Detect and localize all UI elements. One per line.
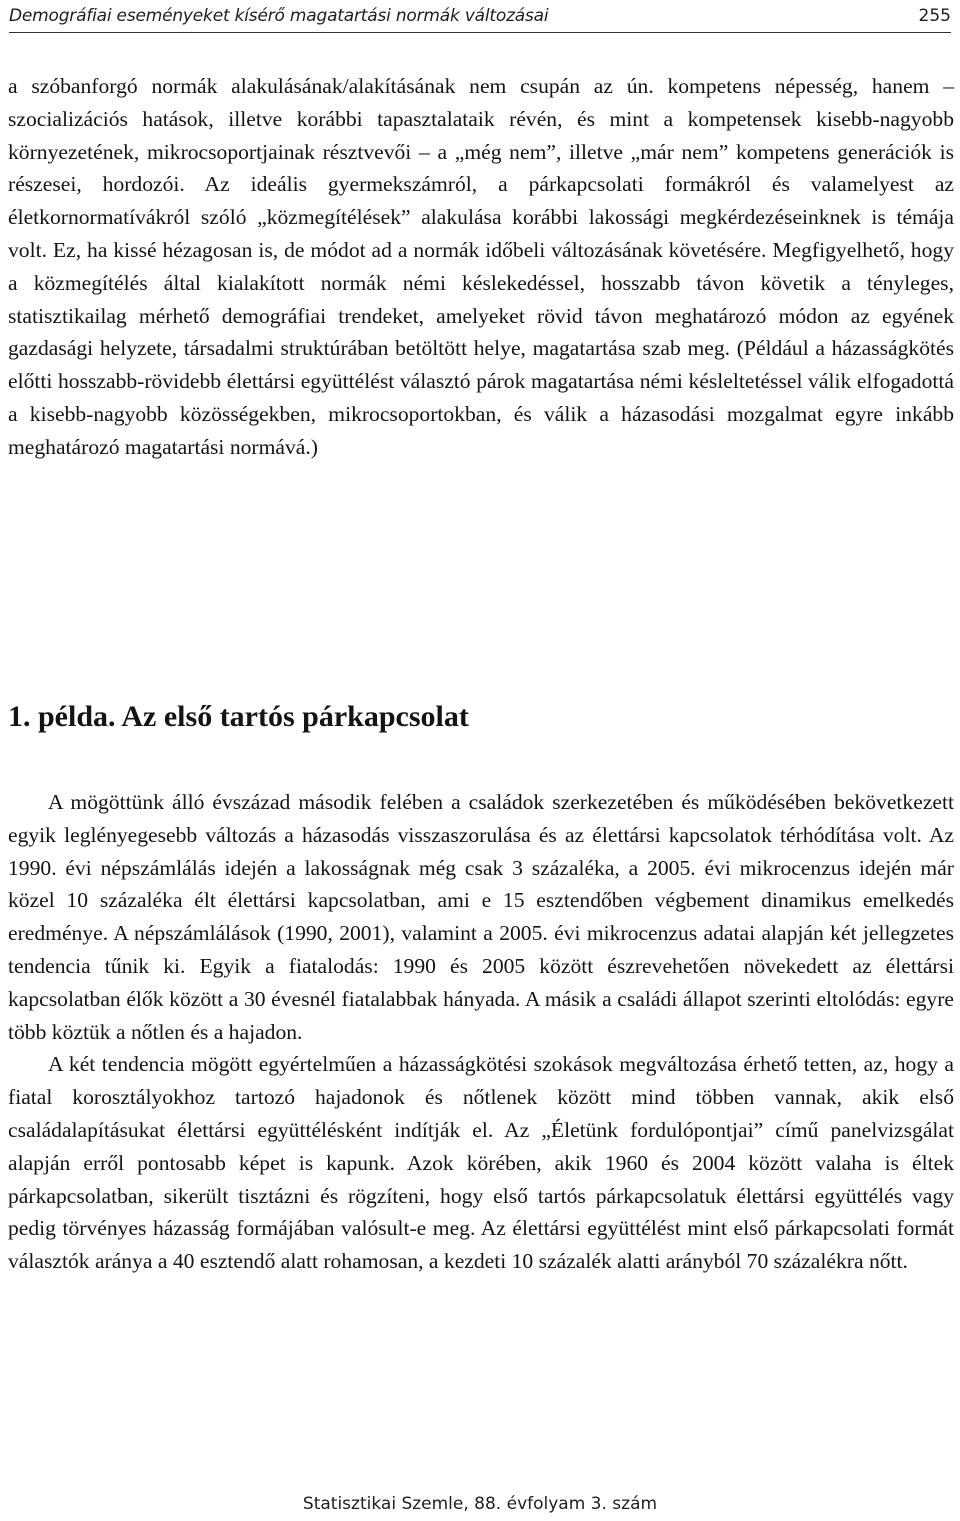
section-label: 1. példa. [8, 700, 116, 733]
section-body [8, 786, 954, 1278]
intro-text-block [8, 70, 954, 464]
intro-paragraph: a szóbanforgó normák alakulásának/alakításának nem csupán az ún. kompetens népesség, hanem – szocializációs hatások, illetve korábbi tapasztalataik révén, és mint a kompetensek kisebb-nagyobb környezetének, mikrocsoportjainak résztvevői – a „még nem”, illetve „már nem” kompetens generációk is részesei, hordozói. Az ideális gyermekszámról, a párkapcsolati formákról és valamelyest az életkornormatívákról szóló „közmegítélések” alakulása korábbi lakossági megkérdezéseinknek is témája volt. Ez, ha kissé hézagosan is, de módot ad a normák időbeli változásának követésére. Megfigyelhető, hogy a közmegítélés által kialakított normák némi késlekedéssel, hosszabb távon követik a tényleges, statisztikailag mérhető demográfiai trendeket, amelyeket rövid távon meghatározó módon az egyének gazdasági helyzete, társadalmi struktúrában betöltött helye, magatartása szab meg. (Például a házasságkötés előtti hosszabb-rövidebb élettársi együttélést választó párok magatartása némi késleltetéssel válik elfogadottá a kisebb-nagyobb közösségekben, mikrocsoportokban, és válik a házasodási mozgalmat egyre inkább meghatározó magatartási normává.) [8, 74, 954, 459]
section-title: Az első tartós párkapcsolat [121, 700, 469, 733]
section-paragraph-2: A két tendencia mögött egyértelműen a házasságkötési szokások megváltozása érhető tetten, az, hogy a fiatal korosztályokhoz tartozó hajadonok és nőtlenek között mind többen vannak, akik első családalapításukat élettársi együttélésként indítják el. Az „Életünk fordulópontjai” című panelvizsgálat alapján erről pontosabb képet is kapunk. Azok körében, akik 1960 és 2004 között valaha is éltek párkapcsolatban, sikerült tisztázni és rögzíteni, hogy első tartós párkapcsolatuk élettársi együttélés vagy pedig törvényes házasság formájában valósult-e meg. Az élettársi együttélést mint első párkapcsolati formát választók aránya a 40 esztendő alatt rohamosan, a kezdeti 10 százalék alatti arányból 70 százalékra nőtt. [8, 1052, 954, 1274]
page-number: 255 [918, 6, 951, 26]
running-footer: Statisztikai Szemle, 88. évfolyam 3. szám [302, 1494, 658, 1514]
running-header-title: Demográfiai eseményeket kísérő magatartási normák változásai [9, 6, 549, 26]
running-header [9, 0, 951, 33]
section-paragraph-1: A mögöttünk álló évszázad második felében a családok szerkezetében és működésében bekövetkezett egyik leglényegesebb változás a házasodás visszaszorulása és az élettársi kapcsolatok térhódítása volt. Az 1990. évi népszámlálás idején a lakosságnak még csak 3 százaléka, a 2005. évi mikrocenzus idején már közel 10 százaléka élt élettársi kapcsolatban, ami e 15 esztendőben végbement dinamikus emelkedés eredménye. A népszámlálások (1990, 2001), valamint a 2005. évi mikrocenzus adatai alapján két jellegzetes tendencia tűnik ki. Egyik a fiatalodás: 1990 és 2005 között észrevehetően növekedett az élettársi kapcsolatban élők között a 30 évesnél fiatalabbak hányada. A másik a családi állapot szerinti eltolódás: egyre több köztük a nőtlen és a hajadon. [8, 790, 954, 1044]
section-heading [8, 700, 469, 734]
